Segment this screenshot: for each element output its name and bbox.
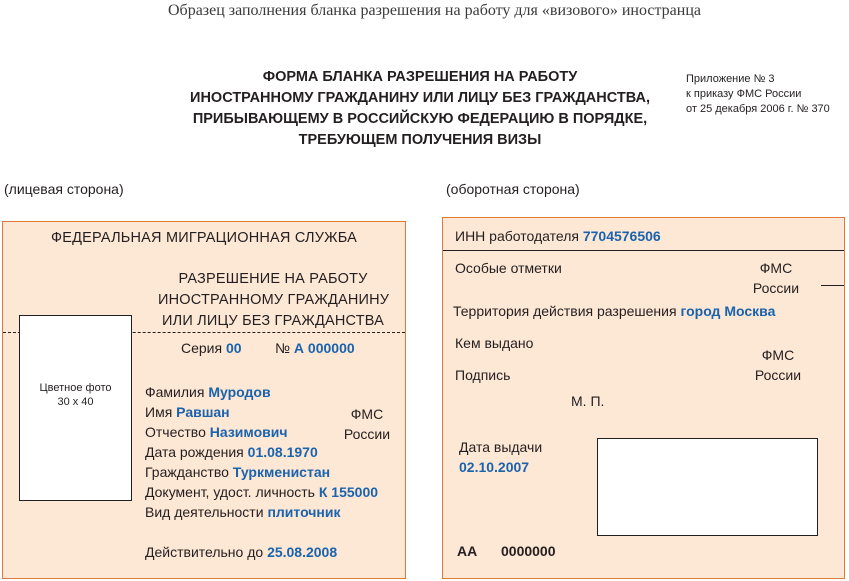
special-marks-label: Особые отметки xyxy=(455,260,562,276)
permit-title-line: ИЛИ ЛИЦУ БЕЗ ГРАЖДАНСТВА xyxy=(161,313,385,329)
agency-name: ФЕДЕРАЛЬНАЯ МИГРАЦИОННАЯ СЛУЖБА xyxy=(51,230,357,246)
series-number: 0000000 xyxy=(501,543,556,559)
field-value: К 155000 xyxy=(318,484,379,500)
field-label: Вид деятельности xyxy=(145,504,264,520)
stamp-line: России xyxy=(752,280,800,296)
back-side-label: (оборотная сторона) xyxy=(446,181,580,197)
divider-line xyxy=(443,250,844,251)
territory-row xyxy=(453,303,775,319)
territory-value: город Москва xyxy=(680,303,776,319)
front-side-label: (лицевая сторона) xyxy=(4,181,124,197)
number-row xyxy=(275,340,355,356)
form-title-line: ФОРМА БЛАНКА РАЗРЕШЕНИЯ НА РАБОТУ xyxy=(262,69,578,85)
field-value: 01.08.1970 xyxy=(247,444,318,460)
field-value: Назимович xyxy=(209,424,288,440)
inn-label: ИНН работодателя xyxy=(455,228,579,244)
back-card xyxy=(442,217,845,579)
inn-value: 7704576506 xyxy=(582,228,661,244)
photo-caption xyxy=(20,381,131,409)
front-card xyxy=(2,221,406,579)
form-title-line: ТРЕБУЮЩЕМ ПОЛУЧЕНИЯ ВИЗЫ xyxy=(298,132,542,148)
permit-title xyxy=(158,269,388,332)
fms-stamp-1 xyxy=(751,258,801,298)
permit-title-line: ИНОСТРАННОМУ ГРАЖДАНИНУ xyxy=(158,292,390,308)
field-label: Гражданство xyxy=(145,464,229,480)
valid-until-row xyxy=(145,544,337,560)
series-value: 00 xyxy=(225,340,242,356)
stamp-line: ФМС xyxy=(761,347,795,363)
photo-caption-line: 30 х 40 xyxy=(57,396,94,408)
field-value: плиточник xyxy=(267,504,341,520)
series-label: Серия xyxy=(181,340,223,356)
stamp-line: ФМС xyxy=(350,406,384,422)
field-activity xyxy=(145,504,340,520)
field-birth-date xyxy=(145,444,318,460)
stamp-place-label: М. П. xyxy=(571,393,605,409)
number-value: А 000000 xyxy=(293,340,355,356)
field-label: Отчество xyxy=(145,424,206,440)
field-value: Муродов xyxy=(208,384,271,400)
stamp-line: ФМС xyxy=(759,260,793,276)
signature-box xyxy=(597,438,818,536)
photo-placeholder xyxy=(19,315,132,501)
appendix-line: Приложение № 3 xyxy=(686,73,775,85)
issue-date-label: Дата выдачи xyxy=(459,439,543,455)
photo-caption-line: Цветное фото xyxy=(39,382,112,394)
territory-label: Территория действия разрешения xyxy=(453,303,677,319)
appendix-line: от 25 декабря 2006 г. № 370 xyxy=(686,103,830,115)
inn-row xyxy=(455,228,661,244)
form-title xyxy=(170,67,670,151)
issued-by-label: Кем выдано xyxy=(455,335,534,351)
number-label: № xyxy=(275,340,291,356)
field-name xyxy=(145,404,230,420)
stamp-line: России xyxy=(754,367,802,383)
form-title-line: ПРИБЫВАЮЩЕМУ В РОССИЙСКУЮ ФЕДЕРАЦИЮ В ПОРЯДКЕ, xyxy=(192,111,648,127)
appendix-note xyxy=(686,72,830,117)
field-label: Фамилия xyxy=(145,384,205,400)
appendix-line: к приказу ФМС России xyxy=(686,88,802,100)
divider-line-short xyxy=(821,285,844,286)
field-surname xyxy=(145,384,271,400)
issue-date-value: 02.10.2007 xyxy=(459,459,530,475)
field-id-document xyxy=(145,484,378,500)
field-citizenship xyxy=(145,464,330,480)
field-patronymic xyxy=(145,424,287,440)
issue-date-block xyxy=(459,437,542,477)
fms-stamp xyxy=(341,404,393,444)
permit-title-line: РАЗРЕШЕНИЕ НА РАБОТУ xyxy=(178,271,368,287)
form-title-line: ИНОСТРАННОМУ ГРАЖДАНИНУ ИЛИ ЛИЦУ БЕЗ ГРАЖДАНСТВА, xyxy=(190,90,650,106)
stamp-line: России xyxy=(343,426,391,442)
field-label: Имя xyxy=(145,404,173,420)
field-label: Документ, удост. личность xyxy=(145,484,315,500)
fms-stamp-2 xyxy=(753,345,803,385)
field-label: Дата рождения xyxy=(145,444,244,460)
field-value: Туркменистан xyxy=(232,464,331,480)
sample-caption: Образец заполнения бланка разрешения на работу для «визового» иностранца xyxy=(168,2,701,19)
series-row xyxy=(181,340,242,356)
field-value: Равшан xyxy=(176,404,230,420)
valid-until-label: Действительно до xyxy=(145,544,264,560)
valid-until-value: 25.08.2008 xyxy=(267,544,338,560)
series-code: АА xyxy=(457,543,478,559)
signature-label: Подпись xyxy=(455,367,511,383)
